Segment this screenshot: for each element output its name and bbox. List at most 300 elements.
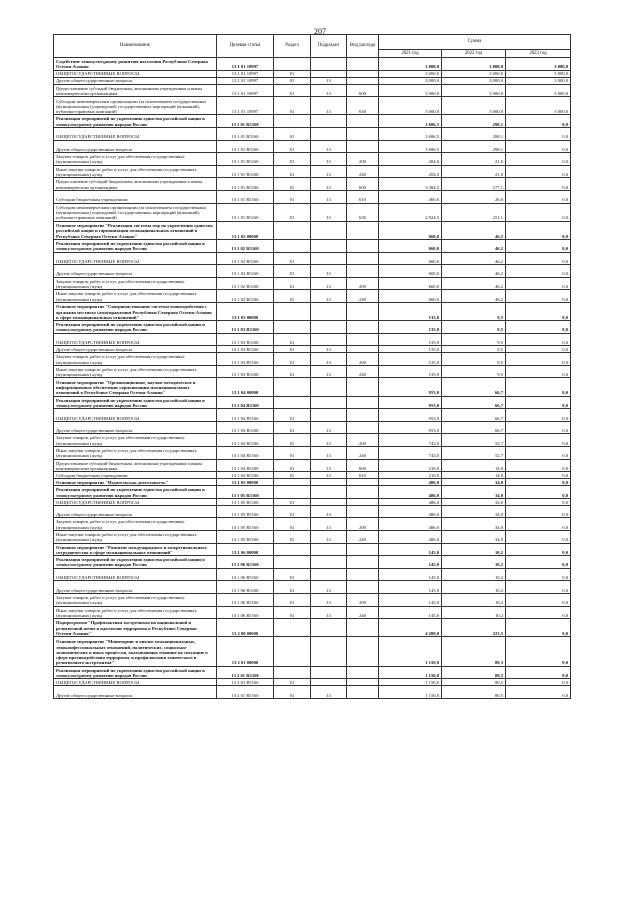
row-type-cell: 200 (347, 518, 379, 531)
row-section-cell: 01 (274, 252, 311, 265)
row-value-2021-cell: 4 200,0 (379, 619, 442, 637)
row-value-2021-cell: 660,0 (379, 252, 442, 265)
row-type-cell: 630 (347, 97, 379, 115)
row-value-2021-cell: 660,0 (379, 239, 442, 252)
row-type-cell (347, 115, 379, 128)
row-section-cell: 01 (274, 346, 311, 353)
table-row (54, 486, 571, 499)
row-section-cell: 01 (274, 365, 311, 378)
row-value-2021-cell: 486,0 (379, 530, 442, 543)
row-value-2023-cell: 0,0 (506, 409, 571, 422)
row-value-2023-cell: 0,0 (506, 421, 571, 434)
row-type-cell (347, 265, 379, 278)
row-name-cell: Другие общегосударственные вопросы (54, 140, 217, 153)
row-name-cell: Закупка товаров, работ и услуг для обеспечения государственных (муниципальных) нужд (54, 277, 217, 290)
row-section-cell (274, 396, 311, 409)
row-value-2023-cell: 0,0 (506, 239, 571, 252)
row-value-2023-cell: 0,0 (506, 115, 571, 128)
table-row (54, 378, 571, 396)
row-value-2021-cell: 3 000,0 (379, 58, 442, 71)
row-subsection-cell (311, 333, 347, 346)
table-row (54, 396, 571, 409)
row-section-cell (274, 221, 311, 239)
row-value-2021-cell: 1 150,0 (379, 666, 442, 679)
row-code-cell: 13 1 02 00000 (217, 221, 274, 239)
row-value-2023-cell: 0,0 (506, 472, 571, 479)
row-section-cell: 01 (274, 178, 311, 191)
row-subsection-cell (311, 666, 347, 679)
row-code-cell: 13 1 02 R5160 (217, 239, 274, 252)
table-row (54, 127, 571, 140)
row-name-cell: Другие общегосударственные вопросы (54, 77, 217, 84)
row-value-2022-cell: 21,0 (442, 153, 506, 166)
page-number: 207 (314, 27, 326, 36)
row-value-2021-cell: 3 000,0 (379, 70, 442, 77)
row-value-2022-cell: 10,2 (442, 543, 506, 556)
row-type-cell: 240 (347, 290, 379, 303)
row-section-cell: 01 (274, 290, 311, 303)
row-value-2023-cell: 0,0 (506, 556, 571, 569)
table-row (54, 290, 571, 303)
row-value-2021-cell: 145,0 (379, 581, 442, 594)
row-type-cell (347, 686, 379, 699)
table-row (54, 365, 571, 378)
row-value-2022-cell: 66,7 (442, 421, 506, 434)
row-subsection-cell: 13 (311, 290, 347, 303)
row-code-cell: 13 1 06 R5160 (217, 581, 274, 594)
row-subsection-cell (311, 409, 347, 422)
row-value-2022-cell: 251,1 (442, 203, 506, 221)
row-value-2022-cell: 9,5 (442, 333, 506, 346)
table-row (54, 543, 571, 556)
row-name-cell: ОБЩЕГОСУДАРСТВЕННЫЕ ВОПРОСЫ (54, 70, 217, 77)
row-value-2023-cell: 0,0 (506, 265, 571, 278)
row-value-2021-cell: 135,0 (379, 353, 442, 366)
row-code-cell: 13 1 05 R5160 (217, 518, 274, 531)
row-code-cell: 13 2 01 R5160 (217, 666, 274, 679)
row-type-cell (347, 378, 379, 396)
table-row (54, 84, 571, 97)
row-subsection-cell (311, 396, 347, 409)
table-row (54, 77, 571, 84)
row-value-2021-cell: 1 150,0 (379, 686, 442, 699)
table-row (54, 518, 571, 531)
row-code-cell: 13 1 01 R5160 (217, 165, 274, 178)
row-subsection-cell (311, 127, 347, 140)
row-code-cell: 13 1 01 R5160 (217, 153, 274, 166)
row-value-2022-cell: 14,0 (442, 459, 506, 472)
row-subsection-cell (311, 498, 347, 505)
row-subsection-cell: 13 (311, 346, 347, 353)
row-value-2022-cell: 3 000,0 (442, 77, 506, 84)
row-value-2023-cell: 0,0 (506, 353, 571, 366)
row-value-2022-cell: 34,0 (442, 530, 506, 543)
row-value-2023-cell: 0,0 (506, 505, 571, 518)
row-subsection-cell: 13 (311, 530, 347, 543)
row-value-2021-cell: 486,0 (379, 479, 442, 486)
row-section-cell (274, 637, 311, 666)
table-row (54, 153, 571, 166)
row-value-2023-cell: 0,0 (506, 302, 571, 320)
header-year-1: 2021 год (379, 50, 442, 58)
row-code-cell: 13 1 03 R5160 (217, 333, 274, 346)
row-value-2022-cell: 9,5 (442, 346, 506, 353)
row-subsection-cell: 13 (311, 447, 347, 460)
row-section-cell: 01 (274, 70, 311, 77)
row-name-cell: Закупка товаров, работ и услуг для обеспечения государственных (муниципальных) нужд (54, 153, 217, 166)
row-code-cell: 13 1 01 R5160 (217, 203, 274, 221)
row-type-cell (347, 619, 379, 637)
table-row (54, 239, 571, 252)
row-code-cell: 13 1 02 R5160 (217, 265, 274, 278)
row-code-cell: 13 1 03 00000 (217, 302, 274, 320)
row-type-cell (347, 568, 379, 581)
row-type-cell (347, 221, 379, 239)
row-value-2021-cell: 135,0 (379, 333, 442, 346)
row-code-cell: 13 1 02 R5160 (217, 277, 274, 290)
row-value-2023-cell: 0,0 (506, 543, 571, 556)
row-value-2023-cell: 0,0 (506, 346, 571, 353)
table-row (54, 190, 571, 203)
row-type-cell: 600 (347, 459, 379, 472)
table-row (54, 421, 571, 434)
row-value-2021-cell: 486,0 (379, 505, 442, 518)
row-section-cell: 01 (274, 686, 311, 699)
row-value-2022-cell: 66,7 (442, 396, 506, 409)
row-value-2022-cell: 14,0 (442, 472, 506, 479)
row-value-2022-cell: 34,0 (442, 479, 506, 486)
row-name-cell: Другие общегосударственные вопросы (54, 421, 217, 434)
row-section-cell (274, 619, 311, 637)
row-subsection-cell (311, 479, 347, 486)
row-subsection-cell: 13 (311, 190, 347, 203)
row-value-2023-cell: 0,0 (506, 378, 571, 396)
row-code-cell: 13 1 02 R5160 (217, 252, 274, 265)
row-code-cell: 13 1 04 R5160 (217, 396, 274, 409)
row-name-cell: Реализация мероприятий по укреплению единства российской нации и этнокультурному развитию народов России (54, 321, 217, 334)
row-type-cell (347, 333, 379, 346)
row-section-cell: 01 (274, 165, 311, 178)
row-type-cell: 240 (347, 165, 379, 178)
table-row (54, 581, 571, 594)
row-code-cell: 13 1 04 R5160 (217, 421, 274, 434)
row-value-2022-cell: 66,7 (442, 409, 506, 422)
row-section-cell (274, 115, 311, 128)
row-value-2023-cell: 0,0 (506, 333, 571, 346)
table-row (54, 302, 571, 320)
row-subsection-cell: 13 (311, 518, 347, 531)
table-row (54, 472, 571, 479)
header-subsection: Подраздел (311, 35, 347, 58)
row-section-cell: 01 (274, 77, 311, 84)
row-value-2021-cell: 3 686,5 (379, 127, 442, 140)
row-section-cell: 01 (274, 97, 311, 115)
header-code: Целевая статья (217, 35, 274, 58)
row-subsection-cell: 13 (311, 178, 347, 191)
row-section-cell: 01 (274, 498, 311, 505)
row-name-cell: Другие общегосударственные вопросы (54, 505, 217, 518)
row-subsection-cell: 13 (311, 581, 347, 594)
row-subsection-cell: 13 (311, 365, 347, 378)
row-code-cell: 13 1 04 R5160 (217, 447, 274, 460)
row-value-2023-cell: 0,0 (506, 486, 571, 499)
table-row (54, 459, 571, 472)
row-subsection-cell: 13 (311, 459, 347, 472)
table-row (54, 479, 571, 486)
row-type-cell (347, 479, 379, 486)
row-name-cell: ОБЩЕГОСУДАРСТВЕННЫЕ ВОПРОСЫ (54, 498, 217, 505)
row-value-2023-cell: 0,0 (506, 593, 571, 606)
row-value-2022-cell: 80,5 (442, 637, 506, 666)
table-row (54, 666, 571, 679)
row-value-2023-cell: 0,0 (506, 127, 571, 140)
row-type-cell (347, 498, 379, 505)
row-section-cell: 01 (274, 84, 311, 97)
row-name-cell: ОБЩЕГОСУДАРСТВЕННЫЕ ВОПРОСЫ (54, 333, 217, 346)
row-name-cell: Реализация мероприятий по укреплению единства российской нации и этнокультурному развитию народов России (54, 666, 217, 679)
row-subsection-cell: 13 (311, 686, 347, 699)
row-type-cell: 200 (347, 353, 379, 366)
row-code-cell: 13 1 05 R5160 (217, 530, 274, 543)
row-value-2023-cell: 0,0 (506, 221, 571, 239)
row-value-2023-cell: 3 000,0 (506, 77, 571, 84)
row-value-2022-cell: 52,7 (442, 447, 506, 460)
row-section-cell (274, 479, 311, 486)
row-code-cell: 13 1 05 R5160 (217, 486, 274, 499)
row-value-2021-cell: 1 150,0 (379, 679, 442, 686)
row-type-cell (347, 396, 379, 409)
row-code-cell: 13 1 01 R5160 (217, 190, 274, 203)
row-type-cell (347, 666, 379, 679)
row-value-2022-cell: 46,2 (442, 265, 506, 278)
row-value-2023-cell: 0,0 (506, 396, 571, 409)
table-row (54, 115, 571, 128)
row-type-cell: 600 (347, 84, 379, 97)
row-value-2023-cell: 0,0 (506, 530, 571, 543)
row-value-2021-cell: 953,0 (379, 378, 442, 396)
row-value-2022-cell: 298,1 (442, 115, 506, 128)
row-value-2021-cell: 3 000,0 (379, 77, 442, 84)
table-row (54, 637, 571, 666)
row-value-2021-cell: 953,0 (379, 396, 442, 409)
row-code-cell: 13 1 01 R5160 (217, 115, 274, 128)
row-name-cell: Реализация мероприятий по укреплению единства российской нации и этнокультурному развитию народов России (54, 396, 217, 409)
row-name-cell: Иные закупки товаров, работ и услуг для обеспечения государственных (муниципальных) нужд (54, 606, 217, 619)
row-name-cell: Другие общегосударственные вопросы (54, 686, 217, 699)
row-name-cell: Подпрограмма "Профилактика экстремизма на национальной и религиозной почве и идеологии терроризма в Республике Северная Осетия-Алания" (54, 619, 217, 637)
row-value-2023-cell: 0,0 (506, 459, 571, 472)
row-name-cell: ОБЩЕГОСУДАРСТВЕННЫЕ ВОПРОСЫ (54, 679, 217, 686)
row-name-cell: ОБЩЕГОСУДАРСТВЕННЫЕ ВОПРОСЫ (54, 409, 217, 422)
row-value-2021-cell: 204,0 (379, 153, 442, 166)
row-code-cell: 13 2 01 R5160 (217, 679, 274, 686)
row-subsection-cell (311, 486, 347, 499)
row-code-cell: 13 1 03 R5160 (217, 365, 274, 378)
row-code-cell: 13 1 05 R5160 (217, 498, 274, 505)
row-value-2021-cell: 204,0 (379, 165, 442, 178)
row-name-cell: Другие общегосударственные вопросы (54, 581, 217, 594)
row-value-2021-cell: 3 686,5 (379, 140, 442, 153)
row-name-cell: Реализация мероприятий по укреплению единства российской нации и этнокультурному развитию народов России (54, 115, 217, 128)
row-value-2022-cell: 46,2 (442, 277, 506, 290)
row-value-2021-cell: 145,0 (379, 556, 442, 569)
row-value-2023-cell: 0,0 (506, 365, 571, 378)
table-row (54, 321, 571, 334)
row-name-cell: Основное мероприятие "Реализация системы мер по укреплению единства российской нации и гармонизации межнациональных отношений в Республике Северная Осетия-Алания" (54, 221, 217, 239)
row-subsection-cell (311, 70, 347, 77)
row-type-cell (347, 70, 379, 77)
header-name: Наименование (54, 35, 217, 58)
row-section-cell (274, 239, 311, 252)
row-section-cell: 01 (274, 190, 311, 203)
row-name-cell: Субсидии бюджетным учреждениям (54, 190, 217, 203)
row-section-cell (274, 321, 311, 334)
table-row (54, 277, 571, 290)
row-name-cell: Основное мероприятие "Организационное, научно-методическое и информационное обеспечение гармонизации межнациональных отношений в Республике Северная Осетия-Алания" (54, 378, 217, 396)
row-section-cell: 01 (274, 421, 311, 434)
row-code-cell: 13 2 00 00000 (217, 619, 274, 637)
row-name-cell: Реализация мероприятий по укреплению единства российской нации и этнокультурному развитию народов России (54, 556, 217, 569)
row-type-cell (347, 581, 379, 594)
row-section-cell: 01 (274, 434, 311, 447)
table-row (54, 203, 571, 221)
row-value-2021-cell: 3 000,0 (379, 97, 442, 115)
row-value-2021-cell: 460,0 (379, 190, 442, 203)
row-section-cell: 01 (274, 593, 311, 606)
row-value-2021-cell: 135,0 (379, 365, 442, 378)
row-value-2022-cell: 66,7 (442, 378, 506, 396)
row-value-2021-cell: 486,0 (379, 498, 442, 505)
row-name-cell: Реализация мероприятий по укреплению единства российской нации и этнокультурному развитию народов России (54, 486, 217, 499)
row-code-cell: 13 1 01 R5160 (217, 127, 274, 140)
row-name-cell: Основное мероприятие "Издательская деятельность" (54, 479, 217, 486)
row-value-2023-cell: 0,0 (506, 686, 571, 699)
table-row (54, 498, 571, 505)
row-subsection-cell (311, 619, 347, 637)
row-type-cell (347, 409, 379, 422)
row-value-2023-cell: 0,0 (506, 568, 571, 581)
row-subsection-cell: 13 (311, 97, 347, 115)
row-value-2023-cell: 0,0 (506, 518, 571, 531)
row-value-2023-cell: 0,0 (506, 479, 571, 486)
row-code-cell: 13 1 01 R5160 (217, 140, 274, 153)
row-value-2022-cell: 21,0 (442, 165, 506, 178)
row-value-2022-cell: 9,5 (442, 321, 506, 334)
row-type-cell (347, 140, 379, 153)
row-value-2021-cell: 145,0 (379, 543, 442, 556)
table-row (54, 619, 571, 637)
row-name-cell: Содействие этнокультурному развитию населения Республики Северная Осетия-Алания (54, 58, 217, 71)
row-section-cell (274, 556, 311, 569)
row-name-cell: Закупка товаров, работ и услуг для обеспечения государственных (муниципальных) нужд (54, 518, 217, 531)
row-name-cell: Основное мероприятие "Развитие международного и межрегионального сотрудничества в сфере межнациональных отношений" (54, 543, 217, 556)
row-value-2023-cell: 0,0 (506, 606, 571, 619)
row-value-2022-cell: 9,5 (442, 353, 506, 366)
row-code-cell: 13 1 04 00000 (217, 378, 274, 396)
row-value-2021-cell: 135,0 (379, 346, 442, 353)
row-name-cell: Предоставление субсидий бюджетным, автономным учреждениям и иным некоммерческим организациям (54, 84, 217, 97)
row-value-2021-cell: 145,0 (379, 606, 442, 619)
row-type-cell: 630 (347, 203, 379, 221)
row-section-cell (274, 666, 311, 679)
row-subsection-cell (311, 637, 347, 666)
row-value-2023-cell: 0,0 (506, 434, 571, 447)
row-type-cell: 240 (347, 606, 379, 619)
row-code-cell: 13 1 01 10997 (217, 70, 274, 77)
table-row (54, 346, 571, 353)
row-code-cell: 13 1 01 10997 (217, 77, 274, 84)
row-value-2021-cell: 953,0 (379, 421, 442, 434)
row-value-2022-cell: 34,0 (442, 518, 506, 531)
row-name-cell: Иные закупки товаров, работ и услуг для обеспечения государственных (муниципальных) нужд (54, 165, 217, 178)
row-section-cell (274, 378, 311, 396)
row-value-2022-cell: 34,0 (442, 505, 506, 518)
row-value-2021-cell: 145,0 (379, 593, 442, 606)
row-subsection-cell: 13 (311, 77, 347, 84)
row-value-2023-cell: 0,0 (506, 666, 571, 679)
row-subsection-cell: 13 (311, 84, 347, 97)
row-value-2023-cell: 0,0 (506, 619, 571, 637)
row-subsection-cell: 13 (311, 353, 347, 366)
row-value-2023-cell: 0,0 (506, 203, 571, 221)
row-type-cell: 200 (347, 593, 379, 606)
row-value-2021-cell: 2 924,5 (379, 203, 442, 221)
row-code-cell: 13 1 05 R5160 (217, 505, 274, 518)
row-value-2023-cell: 3 000,0 (506, 84, 571, 97)
row-section-cell: 01 (274, 459, 311, 472)
table-header (54, 35, 571, 58)
row-name-cell: Реализация мероприятий по укреплению единства российской нации и этнокультурному развитию народов России (54, 239, 217, 252)
table-row (54, 221, 571, 239)
row-value-2021-cell: 3 000,0 (379, 84, 442, 97)
row-name-cell: Предоставление субсидий бюджетным, автономным учреждениям и иным некоммерческим организациям (54, 459, 217, 472)
row-code-cell: 13 1 04 R5160 (217, 434, 274, 447)
row-code-cell: 13 1 06 00000 (217, 543, 274, 556)
row-value-2022-cell: 80,5 (442, 679, 506, 686)
row-value-2021-cell: 210,0 (379, 472, 442, 479)
table-row (54, 593, 571, 606)
header-type: Вид расхода (347, 35, 379, 58)
row-section-cell: 01 (274, 265, 311, 278)
row-value-2023-cell: 0,0 (506, 581, 571, 594)
row-section-cell: 01 (274, 447, 311, 460)
row-subsection-cell (311, 556, 347, 569)
row-value-2022-cell: 46,2 (442, 239, 506, 252)
row-type-cell: 610 (347, 472, 379, 479)
row-value-2021-cell: 3 384,5 (379, 178, 442, 191)
row-code-cell: 13 1 03 R5160 (217, 353, 274, 366)
row-type-cell (347, 302, 379, 320)
row-value-2023-cell: 0,0 (506, 447, 571, 460)
row-name-cell: Субсидии некоммерческим организациям (за исключением государственных (муниципальных) учреждений, государственных корпораций (компаний), публично-правовых компаний) (54, 97, 217, 115)
row-value-2022-cell: 298,1 (442, 140, 506, 153)
header-section: Раздел (274, 35, 311, 58)
row-value-2021-cell: 743,0 (379, 447, 442, 460)
row-code-cell: 13 1 01 10997 (217, 58, 274, 71)
table-row (54, 556, 571, 569)
row-section-cell: 01 (274, 505, 311, 518)
row-section-cell (274, 302, 311, 320)
row-section-cell: 01 (274, 568, 311, 581)
row-section-cell: 01 (274, 153, 311, 166)
table-row (54, 353, 571, 366)
row-type-cell: 240 (347, 365, 379, 378)
row-type-cell (347, 127, 379, 140)
row-subsection-cell (311, 252, 347, 265)
row-name-cell: Закупка товаров, работ и услуг для обеспечения государственных (муниципальных) нужд (54, 593, 217, 606)
row-type-cell (347, 77, 379, 84)
row-name-cell: Другие общегосударственные вопросы (54, 265, 217, 278)
